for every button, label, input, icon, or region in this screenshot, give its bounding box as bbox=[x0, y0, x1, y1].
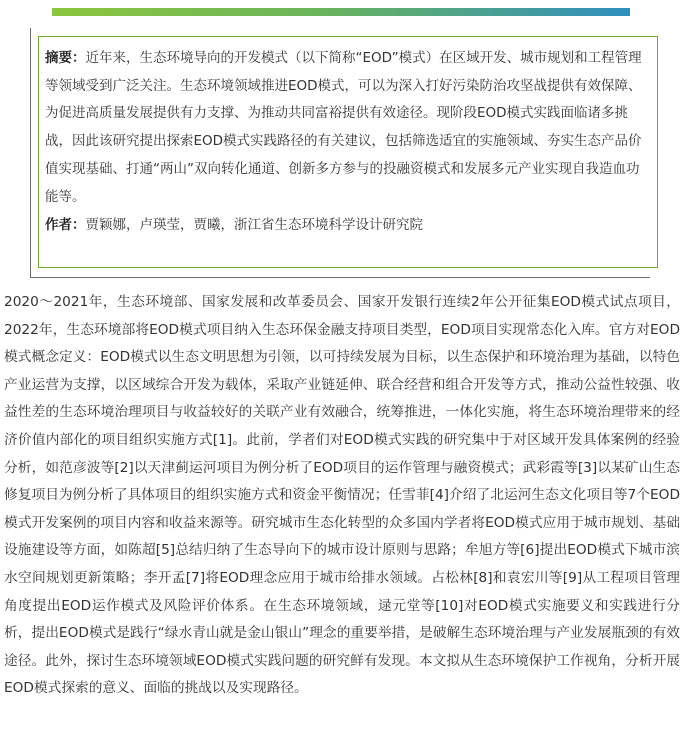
authors-text: 贾颖娜，卢瑛莹，贾曦，浙江省生态环境科学设计研究院 bbox=[85, 217, 423, 233]
authors bbox=[45, 212, 645, 239]
abstract bbox=[45, 45, 645, 211]
abstract-label: 摘要： bbox=[45, 50, 86, 66]
abstract-text: 近年来，生态环境导向的开发模式（以下简称“EOD”模式）在区域开发、城市规划和工程管理等领域受到广泛关注。生态环境领域推进EOD模式，可以为深入打好污染防治攻坚战提供有效保障、为促进高质量发展提供有力支撑、为推动共同富裕提供有效途径。现阶段EOD模式实践面临诸多挑战，因此该研究提出探索EOD模式实践路径的有关建议，包括筛选适宜的实施领域、夯实生态产品价值实现基础、打通“两山”双向转化通道、创新多方参与的投融资模式和发展多元产业实现自我造血功能等。 bbox=[45, 50, 642, 205]
authors-label: 作者： bbox=[45, 217, 86, 233]
body-paragraph: 2020～2021年，生态环境部、国家发展和改革委员会、国家开发银行连续2年公开征集EOD模式试点项目，2022年，生态环境部将EOD模式项目纳入生态环保金融支持项目类型，EOD项目实现常态化入库。官方对EOD模式概念定义：EOD模式以生态文明思想为引领，以可持续发展为目标，以生态保护和环境治理为基础，以特色产业运营为支撑，以区域综合开发为载体，采取产业链延伸、联合经营和组合开发等方式，推动公益性较强、收益性差的生态环境治理项目与收益较好的关联产业有效融合，统筹推进，一体化实施，将生态环境治理带来的经济价值内部化的项目组织实施方式[1]。此前，学者们对EOD模式实践的研究集中于对区域开发具体案例的经验分析，如范彦波等[2]以天津蓟运河项目为例分析了EOD项目的运作管理与融资模式；武彩霞等[3]以某矿山生态修复项目为例分析了具体项目的组织实施方式和资金平衡情况；任雪菲[4]介绍了北运河生态文化项目等7个EOD模式开发案例的项目内容和收益来源等。研究城市生态化转型的众多国内学者将EOD模式应用于城市规划、基础设施建设等方面，如陈超[5]总结归纳了生态导向下的城市设计原则与思路；牟旭方等[6]提出EOD模式下城市滨水空间规划更新策略；李开孟[7]将EOD理念应用于城市给排水领域。占松林[8]和袁宏川等[9]从工程项目管理角度提出EOD运作模式及风险评价体系。在生态环境领域，逯元堂等[10]对EOD模式实施要义和实践进行分析，提出EOD模式是践行“绿水青山就是金山银山”理念的重要举措，是破解生态环境治理与产业发展瓶颈的有效途径。此外，探讨生态环境领域EOD模式实践问题的研究鲜有发现。本文拟从生态环境保护工作视角，分析开展EOD模式探索的意义、面临的挑战以及实现路径。 bbox=[4, 294, 680, 697]
header-gradient-bar bbox=[52, 8, 630, 16]
